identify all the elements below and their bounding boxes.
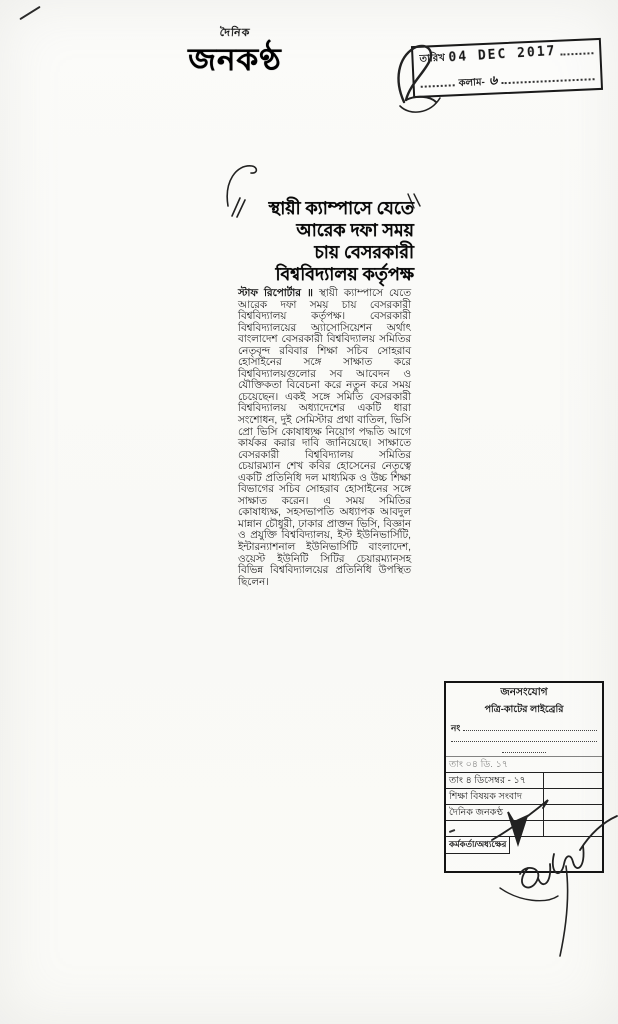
article-body	[238, 288, 411, 588]
stamp-date-value: তাং ৪ ডিসেম্বর - ১৭	[449, 775, 526, 786]
column-label: কলাম-	[458, 76, 486, 90]
stamp-date-row	[446, 772, 602, 788]
dotted-line	[502, 747, 546, 753]
date-stamp-row	[419, 43, 594, 69]
stamp-empty-cell	[543, 821, 602, 836]
headline-line: বিশ্ববিদ্যালয় কর্তৃপক্ষ	[275, 264, 414, 284]
dotted-line	[560, 43, 593, 55]
stamp-pen-tick-cell	[446, 822, 543, 835]
pen-stroke-mark	[19, 6, 40, 20]
dotted-line	[451, 733, 597, 742]
dotted-line	[501, 69, 595, 84]
stamp-paper-value: দৈনিক জনকণ্ঠ	[449, 807, 503, 818]
column-value-handwritten: ৬	[488, 73, 498, 89]
signatory-label: কর্মকর্তা/অধ্যক্ষের	[446, 837, 510, 854]
stamp-no-label: নং	[451, 723, 461, 733]
stamp-fields	[446, 718, 602, 753]
date-stamp-box	[411, 38, 603, 98]
stamp-subject-value: শিক্ষা বিষয়ক সংবাদ	[449, 791, 522, 802]
article-body-text: স্থায়ী ক্যাম্পাসে যেতে আরেক দফা সময় চায় বেসরকারী বিশ্ববিদ্যালয় কর্তৃপক্ষ। বেসরকারী বিশ্ববিদ্যালয়ের অ্যাসোসিয়েশন অর্থাৎ বাংলাদেশ বেসরকারী বিশ্ববিদ্যালয় সমিতির নেতৃবৃন্দ রবিবার শিক্ষা সচিব সোহরাব হোসাইনের সঙ্গে সাক্ষাত করে বিশ্ববিদ্যালয়গুলোর সব আবেদন ও যৌক্তিকতা বিবেচনা করে নতুন করে সময় চেয়েছেন। একই সঙ্গে সমিতি বেসরকারী বিশ্ববিদ্যালয় অধ্যাদেশের একটি ধারা সংশোধন, দুই সেমিস্টার প্রথা বাতিল, ভিসি প্রো ভিসি কোষাধ্যক্ষ নিয়োগ পদ্ধতি আগে কার্যকর করার দাবি জানিয়েছে। সাক্ষাতে বেসরকারী বিশ্ববিদ্যালয় সমিতির চেয়ারম্যান শেখ কবির হোসেনের নেতৃত্বে একটি প্রতিনিধি দল মাধ্যমিক ও উচ্চ শিক্ষা বিভাগের সচিব সোহরাব হোসাইনের সঙ্গে সাক্ষাত করেন। এ সময় সমিতির কোষাধ্যক্ষ, সহসভাপতি অধ্যাপক আবদুল মান্নান চৌধুরী, ঢাকার প্রাক্তন ভিসি, বিজ্ঞান ও প্রযুক্তি বিশ্ববিদ্যালয়, ইস্ট ইউনিভার্সিটি, ইন্টারন্যাশনাল ইউনিভার্সিটি বাংলাদেশ, ওয়েস্ট ইউনিটি সিটির চেয়ারম্যানসহ বিভিন্ন বিশ্ববিদ্যালয়ের প্রতিনিধি উপস্থিত ছিলেন।	[238, 288, 411, 588]
stamp-empty-cell	[543, 789, 602, 804]
stamp-date-faint: তাং ০৪ ডি. ১৭	[449, 759, 508, 770]
library-stamp-box	[444, 681, 604, 873]
stamp-org-name: জনসংযোগ	[500, 686, 548, 698]
headline-line: স্থায়ী ক্যাম্পাসে যেতে	[268, 198, 414, 218]
stamp-org-subtitle: পত্রি-কাটের লাইব্রেরি	[484, 704, 564, 715]
headline-line: চায় বেসরকারী	[314, 242, 414, 262]
stamp-subject-row	[446, 788, 602, 804]
stamp-no-row	[451, 721, 597, 733]
dotted-line	[463, 722, 597, 731]
stamp-empty-cell	[543, 805, 602, 820]
stamp-paper-row	[446, 804, 602, 820]
dotted-line	[420, 75, 454, 87]
date-stamp-value: 04 DEC 2017	[448, 43, 558, 66]
stamp-blank-row	[451, 733, 597, 745]
headline-line: আরেক দফা সময়	[296, 220, 414, 240]
stamp-blank-table-row	[446, 820, 602, 836]
column-stamp-row	[420, 67, 595, 96]
article-headline	[238, 197, 414, 285]
article-byline: স্টাফ রিপোর্টার ॥	[238, 288, 313, 299]
stamp-empty-cell	[543, 773, 602, 788]
masthead-title: জনকণ্ঠ	[188, 42, 282, 77]
stamp-signature-area	[446, 836, 602, 893]
masthead-tagline: দৈনিক	[219, 27, 251, 39]
date-stamp-label: তারিখ	[419, 52, 446, 65]
stamp-date-faint-row	[446, 756, 602, 772]
newspaper-masthead	[160, 24, 310, 77]
